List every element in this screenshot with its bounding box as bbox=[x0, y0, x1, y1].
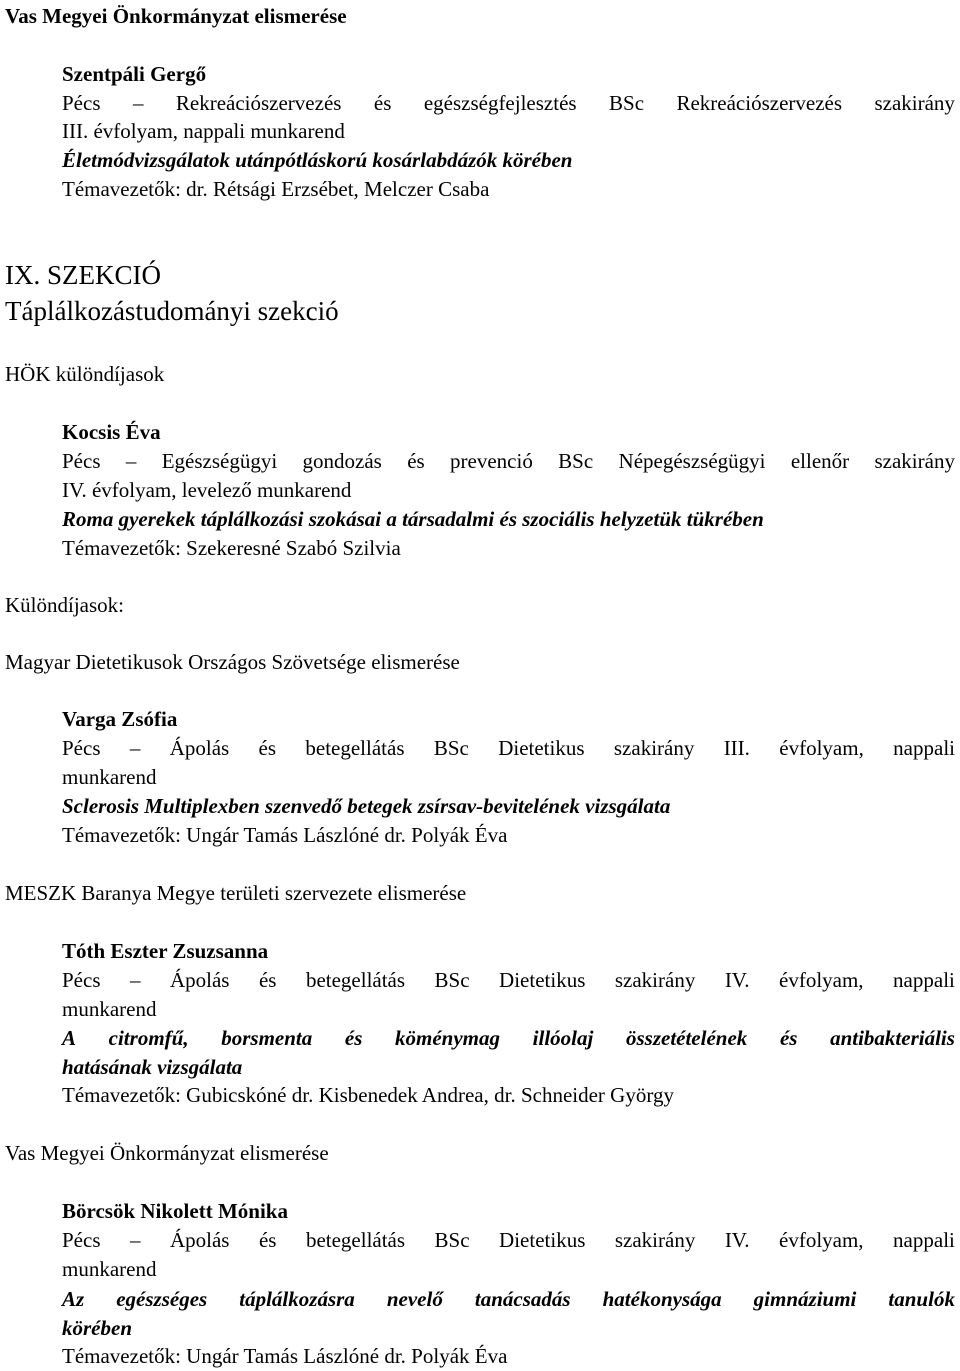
word: Dietetikus bbox=[499, 1228, 586, 1252]
word: gimnáziumi bbox=[753, 1287, 857, 1311]
word: nevelő bbox=[386, 1287, 443, 1311]
word: IV. bbox=[724, 968, 750, 992]
word: – bbox=[129, 968, 141, 992]
word: tanulók bbox=[888, 1287, 955, 1311]
thesis-title-2: hatásának vizsgálata bbox=[62, 1055, 243, 1079]
word: betegellátás bbox=[305, 1228, 406, 1252]
special-awards-heading: Különdíjasok: bbox=[5, 593, 124, 617]
supervisors: Témavezetők: Szekeresné Szabó Szilvia bbox=[62, 536, 401, 560]
award-heading: MESZK Baranya Megye területi szervezete elismerése bbox=[5, 881, 467, 905]
word: szakirány bbox=[614, 968, 696, 992]
word: és bbox=[258, 736, 277, 760]
word: A bbox=[62, 1026, 77, 1050]
word: – bbox=[125, 449, 137, 473]
program-line bbox=[62, 1226, 955, 1254]
thesis-title bbox=[62, 1024, 955, 1052]
word: összetételének bbox=[625, 1026, 748, 1050]
word: nappali bbox=[893, 1228, 955, 1252]
word: Pécs bbox=[62, 736, 101, 760]
supervisors: Témavezetők: dr. Rétsági Erzsébet, Melczer Csaba bbox=[62, 177, 490, 201]
award-heading: Vas Megyei Önkormányzat elismerése bbox=[5, 4, 347, 28]
word: tanácsadás bbox=[474, 1287, 571, 1311]
word: évfolyam, bbox=[779, 968, 864, 992]
thesis-title: Roma gyerekek táplálkozási szokásai a társadalmi és szociális helyzetük tükrében bbox=[62, 507, 764, 531]
word: betegellátás bbox=[305, 736, 405, 760]
award-heading: Magyar Dietetikusok Országos Szövetsége elismerése bbox=[5, 650, 460, 674]
word: Ápolás bbox=[169, 736, 230, 760]
word: és bbox=[407, 449, 425, 473]
program-line bbox=[62, 89, 955, 117]
word: Ápolás bbox=[169, 1228, 230, 1252]
word: és bbox=[373, 91, 392, 115]
word: évfolyam, bbox=[779, 1228, 864, 1252]
student-name: Tóth Eszter Zsuzsanna bbox=[62, 939, 269, 963]
word: Pécs bbox=[62, 1228, 101, 1252]
word: BSc bbox=[609, 91, 645, 115]
word: táplálkozásra bbox=[239, 1287, 355, 1311]
word: III. bbox=[723, 736, 750, 760]
word: Dietetikus bbox=[498, 736, 585, 760]
word: betegellátás bbox=[305, 968, 406, 992]
word: Rekreációszervezés bbox=[676, 91, 843, 115]
word: – bbox=[129, 1228, 141, 1252]
thesis-title: Sclerosis Multiplexben szenvedő betegek zsírsav-bevitelének vizsgálata bbox=[62, 794, 671, 818]
word: nappali bbox=[893, 736, 955, 760]
word: szakirány bbox=[874, 449, 955, 473]
hok-heading: HÖK különdíjasok bbox=[5, 362, 165, 386]
word: gondozás bbox=[302, 449, 382, 473]
program-line bbox=[62, 447, 955, 475]
word: Pécs bbox=[62, 91, 101, 115]
student-name: Varga Zsófia bbox=[62, 707, 178, 731]
program-line bbox=[62, 734, 955, 762]
word: és bbox=[779, 1026, 798, 1050]
word: szakirány bbox=[874, 91, 955, 115]
word: Rekreációszervezés bbox=[175, 91, 342, 115]
supervisors: Témavezetők: Ungár Tamás Lászlóné dr. Polyák Éva bbox=[62, 823, 508, 847]
program-line bbox=[62, 966, 955, 994]
program-line-2: munkarend bbox=[62, 997, 157, 1021]
program-line-2: IV. évfolyam, levelező munkarend bbox=[62, 478, 352, 502]
word: – bbox=[132, 91, 144, 115]
thesis-title-2: körében bbox=[62, 1316, 132, 1340]
supervisors: Témavezetők: Gubicskóné dr. Kisbenedek Andrea, dr. Schneider György bbox=[62, 1083, 674, 1107]
student-name: Kocsis Éva bbox=[62, 420, 161, 444]
word: és bbox=[344, 1026, 363, 1050]
word: – bbox=[129, 736, 141, 760]
program-line-2: III. évfolyam, nappali munkarend bbox=[62, 119, 345, 143]
word: Egészségügyi bbox=[161, 449, 278, 473]
thesis-title bbox=[62, 1285, 955, 1313]
word: szakirány bbox=[614, 1228, 696, 1252]
word: Az bbox=[62, 1287, 85, 1311]
word: Népegészségügyi bbox=[618, 449, 766, 473]
word: egészségfejlesztés bbox=[423, 91, 577, 115]
word: és bbox=[258, 968, 277, 992]
word: illóolaj bbox=[532, 1026, 594, 1050]
word: évfolyam, bbox=[779, 736, 864, 760]
word: köménymag bbox=[395, 1026, 501, 1050]
program-line-2: munkarend bbox=[62, 1257, 157, 1281]
student-name: Szentpáli Gergő bbox=[62, 62, 207, 86]
word: Dietetikus bbox=[499, 968, 586, 992]
word: nappali bbox=[893, 968, 955, 992]
section-name: Táplálkozástudományi szekció bbox=[5, 296, 339, 326]
word: ellenőr bbox=[790, 449, 850, 473]
word: hatékonysága bbox=[602, 1287, 722, 1311]
word: és bbox=[258, 1228, 277, 1252]
word: szakirány bbox=[613, 736, 695, 760]
supervisors: Témavezetők: Ungár Tamás Lászlóné dr. Polyák Éva bbox=[62, 1344, 508, 1368]
word: egészséges bbox=[116, 1287, 208, 1311]
word: BSc bbox=[433, 736, 469, 760]
word: BSc bbox=[434, 968, 470, 992]
word: BSc bbox=[434, 1228, 470, 1252]
word: citromfű, bbox=[108, 1026, 189, 1050]
word: Pécs bbox=[62, 449, 101, 473]
program-line-2: munkarend bbox=[62, 765, 157, 789]
section-number: IX. SZEKCIÓ bbox=[5, 260, 161, 290]
thesis-title: Életmódvizsgálatok utánpótláskorú kosárlabdázók körében bbox=[62, 148, 573, 172]
word: Pécs bbox=[62, 968, 101, 992]
word: Ápolás bbox=[169, 968, 230, 992]
award-heading: Vas Megyei Önkormányzat elismerése bbox=[5, 1141, 329, 1165]
word: antibakteriális bbox=[830, 1026, 955, 1050]
word: borsmenta bbox=[221, 1026, 313, 1050]
student-name: Börcsök Nikolett Mónika bbox=[62, 1199, 288, 1223]
word: prevenció bbox=[450, 449, 533, 473]
word: IV. bbox=[724, 1228, 750, 1252]
word: BSc bbox=[558, 449, 594, 473]
